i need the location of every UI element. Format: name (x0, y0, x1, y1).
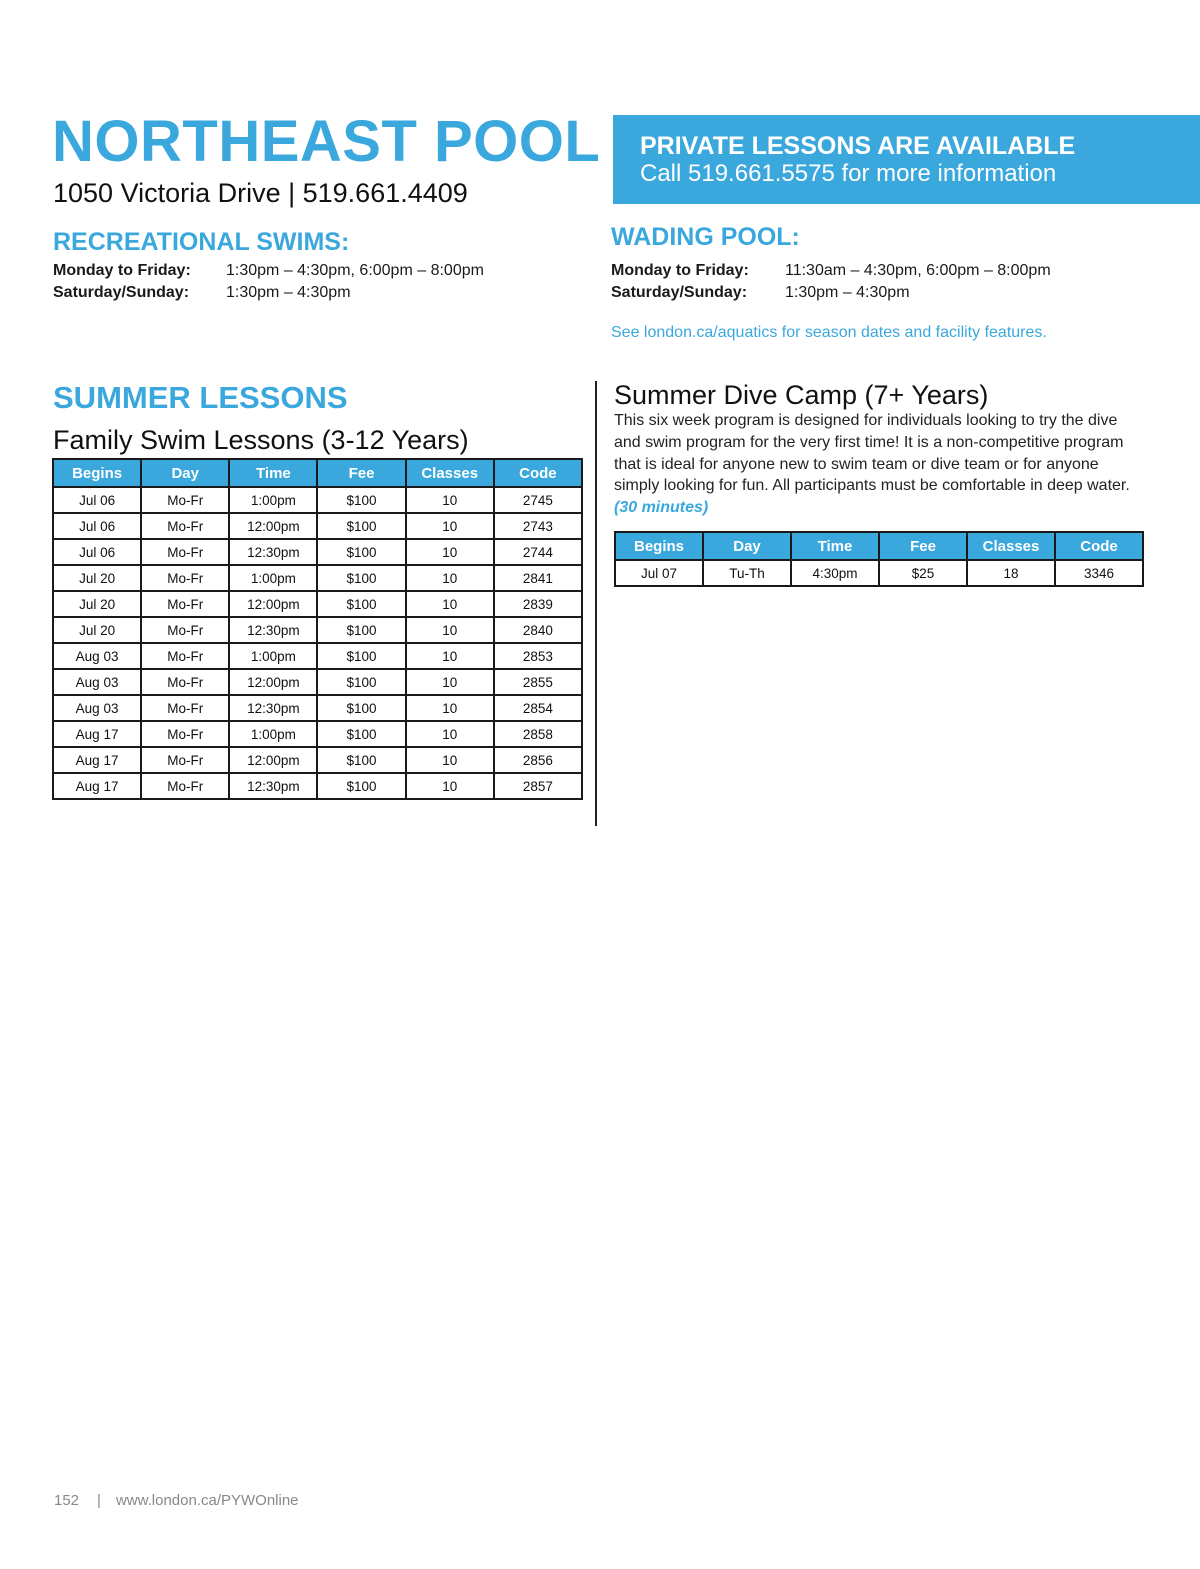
cell-classes: 18 (967, 560, 1055, 586)
recreational-swims-section (53, 227, 484, 304)
cell-classes: 10 (406, 565, 494, 591)
family-swim-table (52, 458, 583, 800)
footer-separator: | (97, 1492, 101, 1509)
cell-fee: $100 (317, 617, 405, 643)
cell-classes: 10 (406, 539, 494, 565)
column-header-code: Code (1055, 532, 1143, 560)
cell-code: 2743 (494, 513, 582, 539)
summer-lessons-heading: SUMMER LESSONS (53, 380, 348, 415)
schedule-label: Saturday/Sunday: (53, 284, 190, 301)
cell-code: 2745 (494, 487, 582, 513)
column-header-code: Code (494, 459, 582, 487)
banner-headline: PRIVATE LESSONS ARE AVAILABLE (640, 132, 1076, 160)
cell-time: 12:00pm (229, 747, 317, 773)
cell-begins: Jul 20 (53, 565, 141, 591)
table-row (53, 617, 582, 643)
schedule-hours: 1:30pm – 4:30pm (226, 284, 351, 301)
cell-fee: $100 (317, 747, 405, 773)
cell-day: Mo-Fr (141, 773, 229, 799)
cell-time: 4:30pm (791, 560, 879, 586)
cell-day: Mo-Fr (141, 539, 229, 565)
table-row (615, 560, 1143, 586)
cell-classes: 10 (406, 513, 494, 539)
table-header-row (615, 532, 1143, 560)
page-number: 152 (54, 1492, 80, 1509)
cell-code: 2840 (494, 617, 582, 643)
cell-day: Mo-Fr (141, 721, 229, 747)
private-lessons-banner (613, 115, 1200, 204)
cell-fee: $100 (317, 721, 405, 747)
season-dates-link[interactable]: See london.ca/aquatics for season dates and facility features. (611, 324, 1047, 341)
cell-classes: 10 (406, 617, 494, 643)
dive-camp-heading: Summer Dive Camp (7+ Years) (614, 380, 989, 410)
family-swim-heading: Family Swim Lessons (3-12 Years) (53, 425, 469, 455)
banner-phone-line: Call 519.661.5575 for more information (640, 160, 1057, 187)
schedule-label: Monday to Friday: (53, 262, 191, 279)
cell-fee: $100 (317, 669, 405, 695)
dive-duration: (30 minutes) (614, 499, 709, 517)
cell-time: 1:00pm (229, 643, 317, 669)
column-header-time: Time (791, 532, 879, 560)
cell-code: 2744 (494, 539, 582, 565)
cell-classes: 10 (406, 591, 494, 617)
cell-fee: $100 (317, 773, 405, 799)
cell-begins: Jul 06 (53, 539, 141, 565)
footer-url-link[interactable]: www.london.ca/PYWOnline (115, 1492, 299, 1509)
cell-classes: 10 (406, 487, 494, 513)
column-header-day: Day (703, 532, 791, 560)
schedule-hours: 1:30pm – 4:30pm (785, 284, 910, 301)
schedule-row (611, 260, 1051, 282)
cell-begins: Jul 20 (53, 617, 141, 643)
cell-code: 2855 (494, 669, 582, 695)
cell-fee: $25 (879, 560, 967, 586)
wading-pool-heading: WADING POOL: (611, 223, 800, 251)
table-row (53, 747, 582, 773)
column-header-fee: Fee (317, 459, 405, 487)
cell-fee: $100 (317, 539, 405, 565)
cell-code: 2841 (494, 565, 582, 591)
cell-code: 2858 (494, 721, 582, 747)
cell-begins: Jul 07 (615, 560, 703, 586)
page-footer (54, 1491, 299, 1511)
table-row (53, 773, 582, 799)
cell-day: Mo-Fr (141, 513, 229, 539)
pool-address: 1050 Victoria Drive | 519.661.4409 (53, 178, 468, 208)
cell-fee: $100 (317, 487, 405, 513)
cell-time: 12:30pm (229, 539, 317, 565)
recreational-schedule (53, 260, 484, 304)
dive-camp-description (614, 410, 1134, 519)
cell-classes: 10 (406, 695, 494, 721)
cell-begins: Aug 03 (53, 695, 141, 721)
cell-time: 12:00pm (229, 669, 317, 695)
cell-code: 2854 (494, 695, 582, 721)
column-header-time: Time (229, 459, 317, 487)
cell-begins: Aug 17 (53, 721, 141, 747)
page-title: NORTHEAST POOL (52, 109, 601, 174)
cell-day: Mo-Fr (141, 487, 229, 513)
cell-begins: Aug 17 (53, 773, 141, 799)
cell-code: 2857 (494, 773, 582, 799)
cell-fee: $100 (317, 695, 405, 721)
cell-time: 12:30pm (229, 695, 317, 721)
cell-time: 12:30pm (229, 773, 317, 799)
column-header-begins: Begins (53, 459, 141, 487)
cell-fee: $100 (317, 643, 405, 669)
cell-time: 1:00pm (229, 565, 317, 591)
cell-day: Mo-Fr (141, 617, 229, 643)
table-row (53, 591, 582, 617)
dive-description-text: This six week program is designed for individuals looking to try the dive and swim program for the very first time! It is a non-competitive program that is ideal for anyone new to swim team or dive team or for anyone simply looking for fun. All participants must be comfortable in deep water. (614, 412, 1130, 495)
table-row (53, 539, 582, 565)
wading-schedule (611, 260, 1051, 304)
cell-classes: 10 (406, 773, 494, 799)
column-header-day: Day (141, 459, 229, 487)
recreational-swims-heading: RECREATIONAL SWIMS: (53, 228, 350, 256)
cell-day: Mo-Fr (141, 695, 229, 721)
cell-time: 12:00pm (229, 513, 317, 539)
cell-day: Tu-Th (703, 560, 791, 586)
schedule-row (53, 282, 484, 304)
cell-classes: 10 (406, 669, 494, 695)
schedule-row (53, 260, 484, 282)
column-header-fee: Fee (879, 532, 967, 560)
cell-begins: Jul 06 (53, 487, 141, 513)
cell-code: 2856 (494, 747, 582, 773)
cell-fee: $100 (317, 591, 405, 617)
table-row (53, 487, 582, 513)
table-header-row (53, 459, 582, 487)
cell-time: 1:00pm (229, 721, 317, 747)
table-row (53, 643, 582, 669)
table-row (53, 513, 582, 539)
cell-code: 2853 (494, 643, 582, 669)
schedule-hours: 1:30pm – 4:30pm, 6:00pm – 8:00pm (226, 262, 484, 279)
cell-begins: Aug 17 (53, 747, 141, 773)
cell-day: Mo-Fr (141, 643, 229, 669)
cell-day: Mo-Fr (141, 591, 229, 617)
cell-time: 12:00pm (229, 591, 317, 617)
cell-classes: 10 (406, 747, 494, 773)
cell-fee: $100 (317, 513, 405, 539)
cell-time: 1:00pm (229, 487, 317, 513)
table-row (53, 565, 582, 591)
cell-code: 2839 (494, 591, 582, 617)
schedule-row (611, 282, 1051, 304)
column-header-begins: Begins (615, 532, 703, 560)
table-row (53, 721, 582, 747)
column-header-classes: Classes (967, 532, 1055, 560)
wading-pool-section (611, 222, 1051, 304)
cell-begins: Jul 06 (53, 513, 141, 539)
cell-day: Mo-Fr (141, 669, 229, 695)
table-row (53, 695, 582, 721)
cell-begins: Jul 20 (53, 591, 141, 617)
cell-fee: $100 (317, 565, 405, 591)
cell-classes: 10 (406, 643, 494, 669)
schedule-label: Monday to Friday: (611, 262, 749, 279)
schedule-hours: 11:30am – 4:30pm, 6:00pm – 8:00pm (785, 262, 1051, 279)
cell-begins: Aug 03 (53, 643, 141, 669)
cell-begins: Aug 03 (53, 669, 141, 695)
column-divider (595, 381, 597, 826)
cell-day: Mo-Fr (141, 747, 229, 773)
cell-time: 12:30pm (229, 617, 317, 643)
cell-classes: 10 (406, 721, 494, 747)
cell-day: Mo-Fr (141, 565, 229, 591)
column-header-classes: Classes (406, 459, 494, 487)
table-row (53, 669, 582, 695)
schedule-label: Saturday/Sunday: (611, 284, 748, 301)
dive-camp-table (614, 531, 1144, 587)
cell-code: 3346 (1055, 560, 1143, 586)
